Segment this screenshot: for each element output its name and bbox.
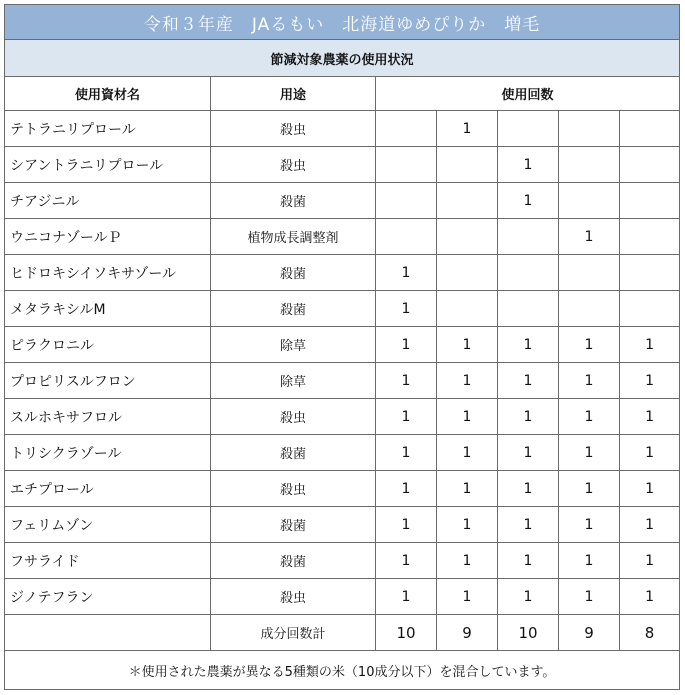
- usage-count-cell: 1: [620, 543, 680, 579]
- table-row: [5, 327, 680, 363]
- usage-count-cell: 1: [376, 255, 437, 291]
- usage-count-cell: 1: [437, 111, 498, 147]
- pesticide-use: 殺菌: [211, 543, 376, 579]
- total-row: [5, 615, 680, 651]
- usage-count-cell: 1: [620, 579, 680, 615]
- header-use: 用途: [211, 77, 376, 111]
- pesticide-use: 殺虫: [211, 471, 376, 507]
- pesticide-use: 殺菌: [211, 291, 376, 327]
- usage-count-cell: 1: [559, 327, 620, 363]
- usage-count-cell: 1: [437, 435, 498, 471]
- header-row: [5, 77, 680, 111]
- pesticide-name: ウニコナゾールＰ: [5, 219, 211, 255]
- table-row: [5, 183, 680, 219]
- pesticide-name: フサライド: [5, 543, 211, 579]
- pesticide-name: テトラニリプロール: [5, 111, 211, 147]
- usage-count-cell: 1: [498, 327, 559, 363]
- usage-count-cell: 1: [376, 543, 437, 579]
- table-row: [5, 255, 680, 291]
- pesticide-use: 殺菌: [211, 507, 376, 543]
- usage-count-cell: [498, 291, 559, 327]
- usage-count-cell: 1: [559, 471, 620, 507]
- usage-count-cell: [437, 255, 498, 291]
- table-row: [5, 111, 680, 147]
- usage-count-cell: [620, 147, 680, 183]
- usage-count-cell: [437, 291, 498, 327]
- usage-count-cell: [498, 255, 559, 291]
- usage-count-cell: 1: [376, 327, 437, 363]
- total-value-cell: 8: [620, 615, 680, 651]
- table-subtitle: 節減対象農薬の使用状況: [5, 40, 680, 77]
- usage-count-cell: [620, 111, 680, 147]
- pesticide-use: 殺虫: [211, 399, 376, 435]
- usage-count-cell: 1: [498, 363, 559, 399]
- usage-count-cell: [559, 147, 620, 183]
- pesticide-name: ヒドロキシイソキサゾール: [5, 255, 211, 291]
- page-title: 令和３年産 JAるもい 北海道ゆめぴりか 増毛: [5, 5, 680, 40]
- table-row: [5, 147, 680, 183]
- usage-count-cell: [437, 147, 498, 183]
- table-row: [5, 219, 680, 255]
- usage-count-cell: [559, 111, 620, 147]
- usage-count-cell: [437, 183, 498, 219]
- pesticide-name: フェリムゾン: [5, 507, 211, 543]
- usage-count-cell: 1: [559, 543, 620, 579]
- usage-count-cell: [559, 255, 620, 291]
- usage-count-cell: 1: [620, 507, 680, 543]
- usage-count-cell: 1: [559, 435, 620, 471]
- usage-count-cell: 1: [437, 543, 498, 579]
- usage-count-cell: 1: [559, 507, 620, 543]
- table-row: [5, 543, 680, 579]
- pesticide-name: エチプロール: [5, 471, 211, 507]
- usage-count-cell: [620, 255, 680, 291]
- usage-count-cell: 1: [620, 399, 680, 435]
- usage-count-cell: 1: [498, 471, 559, 507]
- pesticide-use: 殺菌: [211, 255, 376, 291]
- pesticide-name: シアントラニリプロール: [5, 147, 211, 183]
- usage-count-cell: [498, 111, 559, 147]
- usage-count-cell: [620, 219, 680, 255]
- total-value-cell: 9: [559, 615, 620, 651]
- usage-count-cell: [376, 147, 437, 183]
- usage-count-cell: 1: [376, 435, 437, 471]
- usage-count-cell: 1: [376, 363, 437, 399]
- header-count: 使用回数: [376, 77, 680, 111]
- pesticide-use: 除草: [211, 327, 376, 363]
- usage-count-cell: [376, 111, 437, 147]
- pesticide-use: 殺菌: [211, 435, 376, 471]
- usage-count-cell: 1: [376, 579, 437, 615]
- usage-count-cell: 1: [620, 435, 680, 471]
- table-row: [5, 435, 680, 471]
- usage-count-cell: 1: [620, 327, 680, 363]
- usage-count-cell: 1: [498, 399, 559, 435]
- footnote: ＊使用された農薬が異なる5種類の米（10成分以下）を混合しています。: [5, 651, 680, 690]
- table-row: [5, 507, 680, 543]
- usage-count-cell: 1: [559, 363, 620, 399]
- usage-count-cell: 1: [376, 399, 437, 435]
- usage-count-cell: 1: [437, 399, 498, 435]
- usage-count-cell: 1: [498, 543, 559, 579]
- usage-count-cell: 1: [559, 579, 620, 615]
- usage-count-cell: [498, 219, 559, 255]
- usage-count-cell: 1: [498, 183, 559, 219]
- usage-count-cell: 1: [498, 147, 559, 183]
- usage-count-cell: [376, 219, 437, 255]
- usage-count-cell: 1: [437, 471, 498, 507]
- total-value-cell: 9: [437, 615, 498, 651]
- total-label: 成分回数計: [211, 615, 376, 651]
- usage-count-cell: 1: [376, 507, 437, 543]
- usage-count-cell: [559, 291, 620, 327]
- usage-count-cell: 1: [437, 507, 498, 543]
- usage-count-cell: [559, 183, 620, 219]
- pesticide-table: [4, 4, 680, 690]
- table-row: [5, 579, 680, 615]
- pesticide-name: メタラキシルM: [5, 291, 211, 327]
- pesticide-name: ジノテフラン: [5, 579, 211, 615]
- pesticide-name: プロピリスルフロン: [5, 363, 211, 399]
- pesticide-use: 除草: [211, 363, 376, 399]
- usage-count-cell: [437, 219, 498, 255]
- usage-count-cell: [620, 291, 680, 327]
- table-row: [5, 363, 680, 399]
- table-row: [5, 471, 680, 507]
- header-name: 使用資材名: [5, 77, 211, 111]
- pesticide-name: スルホキサフロル: [5, 399, 211, 435]
- usage-count-cell: 1: [498, 579, 559, 615]
- pesticide-name: トリシクラゾール: [5, 435, 211, 471]
- pesticide-usage-document: [4, 4, 679, 690]
- total-value-cell: 10: [498, 615, 559, 651]
- pesticide-name: ピラクロニル: [5, 327, 211, 363]
- pesticide-use: 殺虫: [211, 579, 376, 615]
- pesticide-use: 植物成長調整剤: [211, 219, 376, 255]
- table-row: [5, 291, 680, 327]
- total-blank-cell: [5, 615, 211, 651]
- pesticide-use: 殺菌: [211, 183, 376, 219]
- total-value-cell: 10: [376, 615, 437, 651]
- pesticide-use: 殺虫: [211, 147, 376, 183]
- usage-count-cell: 1: [498, 507, 559, 543]
- usage-count-cell: [620, 183, 680, 219]
- usage-count-cell: 1: [559, 399, 620, 435]
- pesticide-use: 殺虫: [211, 111, 376, 147]
- usage-count-cell: [376, 183, 437, 219]
- usage-count-cell: 1: [437, 579, 498, 615]
- usage-count-cell: 1: [620, 363, 680, 399]
- table-row: [5, 399, 680, 435]
- usage-count-cell: 1: [559, 219, 620, 255]
- usage-count-cell: 1: [620, 471, 680, 507]
- usage-count-cell: 1: [498, 435, 559, 471]
- usage-count-cell: 1: [376, 471, 437, 507]
- usage-count-cell: 1: [437, 363, 498, 399]
- pesticide-name: チアジニル: [5, 183, 211, 219]
- usage-count-cell: 1: [376, 291, 437, 327]
- usage-count-cell: 1: [437, 327, 498, 363]
